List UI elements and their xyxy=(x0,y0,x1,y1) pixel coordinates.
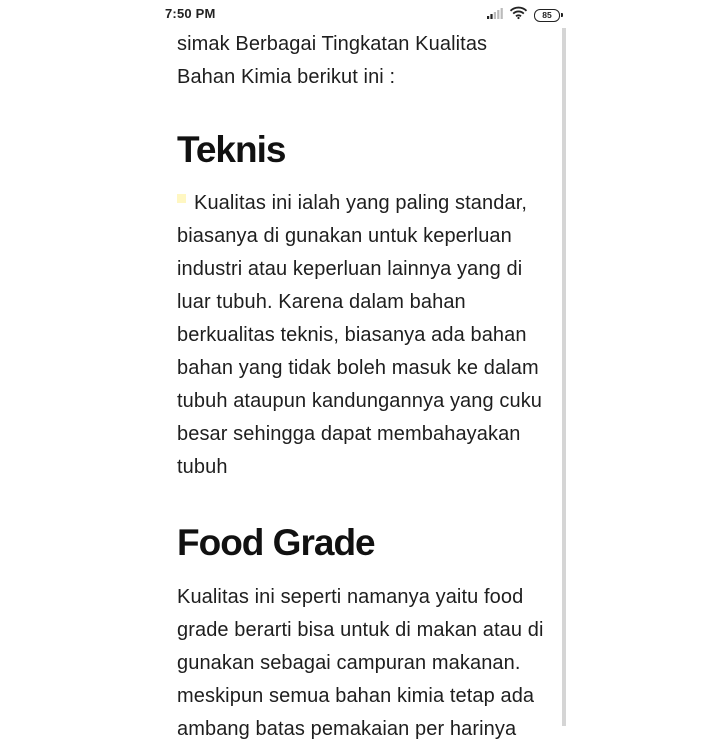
section-paragraph-teknis xyxy=(177,187,552,484)
text-line: meskipun semua bahan kimia tetap ada xyxy=(177,685,535,707)
text-line-content: Kualitas ini ialah yang paling standar, xyxy=(194,192,528,214)
status-bar xyxy=(160,0,566,28)
text-line: industri atau keperluan lainnya yang di xyxy=(177,258,523,280)
text-line: bahan yang tidak boleh masuk ke dalam xyxy=(177,357,539,379)
text-line xyxy=(177,187,552,220)
text-line: gunakan sebagai campuran makanan. xyxy=(177,652,521,674)
text-line: Kualitas ini seperti namanya yaitu food xyxy=(177,586,524,608)
text-line: ambang batas pemakaian per harinya xyxy=(177,718,517,740)
text-line: tubuh ataupun kandungannya yang cuku xyxy=(177,390,543,412)
section-heading-food-grade: Food Grade xyxy=(177,522,375,563)
scrollbar[interactable] xyxy=(562,28,566,726)
section-heading-teknis: Teknis xyxy=(177,129,286,170)
text-line: biasanya di gunakan untuk keperluan xyxy=(177,225,512,247)
status-icons xyxy=(487,6,560,24)
battery-icon xyxy=(534,9,560,22)
text-line: Bahan Kimia berikut ini : xyxy=(177,66,396,88)
section-paragraph-food-grade xyxy=(177,581,552,746)
text-line: simak Berbagai Tingkatan Kualitas xyxy=(177,33,488,55)
text-line: grade berarti bisa untuk di makan atau di xyxy=(177,619,544,641)
text-line: luar tubuh. Karena dalam bahan xyxy=(177,291,466,313)
wifi-icon xyxy=(510,6,527,24)
text-line: tubuh xyxy=(177,456,228,478)
text-line: berkualitas teknis, biasanya ada bahan xyxy=(177,324,527,346)
text-line: besar sehingga dapat membahayakan xyxy=(177,423,521,445)
signal-icon xyxy=(487,6,503,24)
highlight-marker xyxy=(177,194,186,203)
phone-screen xyxy=(160,0,566,740)
intro-paragraph xyxy=(177,28,552,94)
battery-level: 85 xyxy=(542,9,552,20)
status-time: 7:50 PM xyxy=(165,6,216,21)
